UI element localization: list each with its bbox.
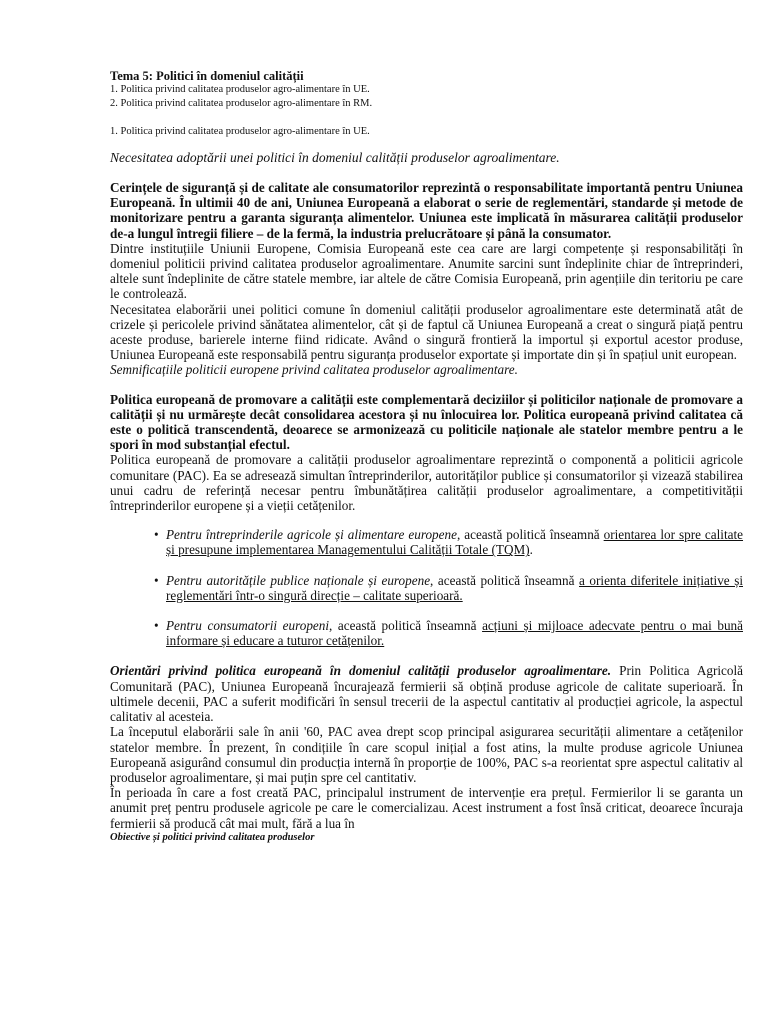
list-item xyxy=(154,527,743,557)
bullet-icon: • xyxy=(154,572,159,588)
bullet-lead: Pentru consumatorii europeni xyxy=(166,618,330,634)
bullet-underlined: orientarea lor spre calitate și presupune implementarea Managementului Calității Totale (TQM) xyxy=(166,527,744,558)
bullet-list xyxy=(110,527,743,648)
bullet-mid: , această politică înseamnă xyxy=(456,527,604,543)
paragraph-7: La începutul elaborării sale în anii '60, PAC avea drept scop principal asigurarea securității alimentare a cetățenilor statelor membre. În prezent, în condițiile în care scopul inițial a fost atins, la multe produse agricole Uniunea Europeană asigurând consumul din producția internă în proporție de 100%, PAC s-a reorientat spre aspectul calitativ al produselor agroalimentare, și mai puțin spre cel cantitativ. xyxy=(110,724,743,785)
section-heading: 1. Politica privind calitatea produselor agro-alimentare în UE. xyxy=(110,126,370,137)
bullet-icon: • xyxy=(154,527,159,543)
section-footer-title: Obiective și politici privind calitatea produselor xyxy=(110,831,315,843)
bullet-mid: , această politică înseamnă xyxy=(430,572,580,588)
bullet-icon: • xyxy=(154,618,159,634)
intro-subtitle: Necesitatea adoptării unei politici în domeniul calității produselor agroalimentare. xyxy=(110,150,560,165)
paragraph-6-lead: Orientări privind politica europeană în domeniul calității produselor agroalimentare. xyxy=(110,663,612,679)
toc-item-2: 2. Politica privind calitatea produselor agro-alimentare în RM. xyxy=(110,98,373,109)
bullet-mid: , această politică înseamnă xyxy=(329,618,483,634)
paragraph-1-bold: Cerințele de siguranță și de calitate ale consumatorilor reprezintă o responsabilitate importantă pentru Uniunea Europeană. În ultimii 40 de ani, Uniunea Europeană a elaborat o serie de reglementări, standarde și metode de monitorizare pentru a garanta siguranța alimentelor. Uniunea este implicată în măsurarea calității produselor de-a lungul întregii filiere – de la fermă, la industria prelucrătoare și până la consumator. xyxy=(110,180,743,241)
paragraph-3-subtitle: Semnificațiile politicii europene privind calitatea produselor agroalimentare. xyxy=(110,362,518,378)
bullet-underlined: a orienta diferitele inițiative și reglementări într-o singură direcție – calitate superioară. xyxy=(166,572,743,603)
list-item xyxy=(154,573,743,603)
paragraph-6-rest: Prin Politica Agricolă Comunitară (PAC), Uniunea Europeană încurajează fermierii să obțină produse agricole de calitate superioară. În ultimele decenii, PAC a suferit modificări în sensul trecerii de la aspectul cantitativ al producției agricole, la aspectul calitativ al acesteia. xyxy=(110,663,743,725)
bullet-end: . xyxy=(529,542,533,558)
bullet-underlined: acțiuni și mijloace adecvate pentru o mai bună informare și educare a tuturor cetățenilor. xyxy=(166,618,743,649)
paragraph-8: În perioada în care a fost creată PAC, principalul instrument de intervenție era prețul. Fermierilor li se garanta un anumit preț pentru produsele agricole pe care le comercializau. Acest instrument a fost însă criticat, deoarece încuraja fermierii să producă cât mai mult, fără a lua în xyxy=(110,785,743,831)
bullet-lead: Pentru întreprinderile agricole și alimentare europene xyxy=(166,527,457,543)
list-item xyxy=(154,618,743,648)
paragraph-2: Dintre instituțiile Uniunii Europene, Comisia Europeană este cea care are largi competențe și responsabilități în domeniul politicii privind calitatea produselor agroalimentare. Anumite sarcini sunt îndeplinite chiar de întreprinderi, altele sunt îndeplinite de către statele membre, iar altele de către Comisia Europeană, prin agențiile din teritoriu pe care le controlează. xyxy=(110,240,743,302)
document-page xyxy=(110,69,743,845)
bullet-lead: Pentru autoritățile publice naționale și europene xyxy=(166,572,431,588)
toc-item-1: 1. Politica privind calitatea produselor agro-alimentare în UE. xyxy=(110,84,370,95)
paragraph-4-bold: Politica europeană de promovare a calității este complementară deciziilor și politicilor naționale de promovare a calității și nu urmărește decât consolidarea acestora și nu înlocuirea lor. Politica europeană privind calitatea că este o politică transcendentă, deoarece se armonizează cu politicile naționale ale statelor membre pentru a le spori în mod substanțial efectul. xyxy=(110,391,743,453)
paragraph-5: Politica europeană de promovare a calității produselor agroalimentare reprezintă o componentă a politicii agricole comunitare (PAC). Ea se adresează simultan întreprinderilor, autorităților publice și consumatorilor și vizează stabilirea unui cadru de referință necesar pentru îmbunătățirea calității produselor agroalimentare, a competitivității întreprinderilor europene și a vieții cetățenilor. xyxy=(110,452,743,514)
paragraph-3: Necesitatea elaborării unei politici comune în domeniul calității produselor agroalimentare este determinată atât de crizele și pericolele privind sănătatea alimentelor, cât și de faptul că Uniunea Europeană a creat o singură piață pentru aceste produse, barierele interne fiind ridicate. Având o singură frontieră la importul și exportul acestor produse, Uniunea Europeană este responsabilă pentru siguranța produselor exportate și importate din și în spațiul unit european. xyxy=(110,301,743,363)
document-title: Tema 5: Politici în domeniul calității xyxy=(110,69,304,83)
paragraph-6 xyxy=(110,663,743,724)
